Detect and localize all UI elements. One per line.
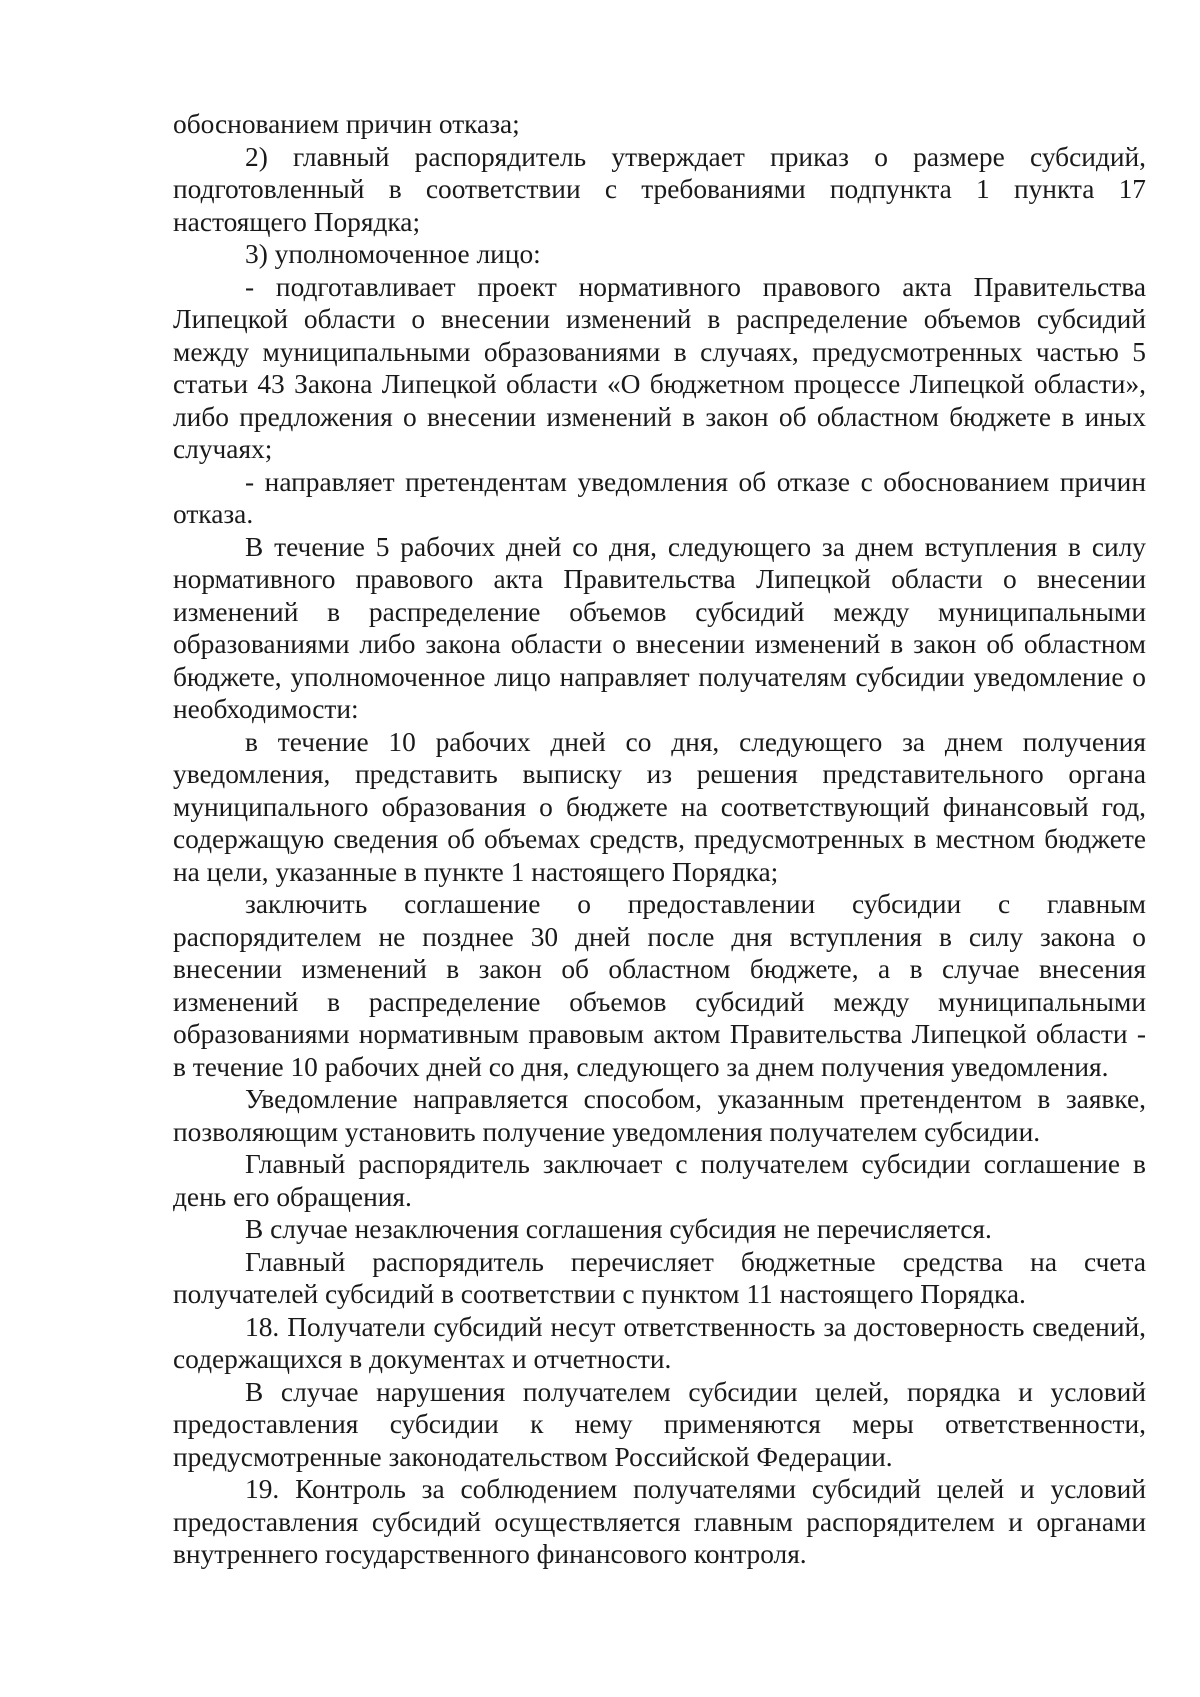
paragraph-15: 19. Контроль за соблюдением получателями субсидий целей и условий предоставления субсидий осуществляется главным распорядителем и органами внутреннего государственного финансового контроля. <box>173 1474 1146 1569</box>
paragraph-9: Уведомление направляется способом, указанным претендентом в заявке, позволяющим установить получение уведомления получателем субсидии. <box>173 1084 1146 1147</box>
paragraph-14: В случае нарушения получателем субсидии целей, порядка и условий предоставления субсидии к нему применяются меры ответственности, предусмотренные законодательством Российской Федерации. <box>173 1376 1146 1472</box>
paragraph-10: Главный распорядитель заключает с получателем субсидии соглашение в день его обращения. <box>173 1149 1146 1212</box>
paragraph-11: В случае незаключения соглашения субсидия не перечисляется. <box>245 1214 992 1244</box>
paragraph-12: Главный распорядитель перечисляет бюджетные средства на счета получателей субсидий в соответствии с пунктом 11 настоящего Порядка. <box>173 1246 1146 1309</box>
document-page <box>173 108 1146 1571</box>
paragraph-4: - подготавливает проект нормативного правового акта Правительства Липецкой области о внесении изменений в распределение объемов субсидий между муниципальными образованиями в случаях, предусмотренных частью 5 статьи 43 Закона Липецкой области «О бюджетном процессе Липецкой области», либо предложения о внесении изменений в закон об областном бюджете в иных случаях; <box>173 271 1146 464</box>
paragraph-3: 3) уполномоченное лицо: <box>245 239 541 269</box>
paragraph-8: заключить соглашение о предоставлении субсидии с главным распорядителем не позднее 30 дней после дня вступления в силу закона о внесении изменений в закон об областном бюджете, а в случае внесения изменений в распределение объемов субсидий между муниципальными образованиями нормативным правовым актом Правительства Липецкой области - в течение 10 рабочих дней со дня, следующего за днем получения уведомления. <box>173 889 1146 1082</box>
paragraph-5: - направляет претендентам уведомления об отказе с обоснованием причин отказа. <box>173 466 1146 529</box>
paragraph-1: обоснованием причин отказа; <box>173 109 520 139</box>
paragraph-7: в течение 10 рабочих дней со дня, следующего за днем получения уведомления, представить выписку из решения представительного органа муниципального образования о бюджете на соответствующий финансовый год, содержащую сведения об объемах средств, предусмотренных в местном бюджете на цели, указанные в пункте 1 настоящего Порядка; <box>173 726 1146 887</box>
paragraph-2: 2) главный распорядитель утверждает приказ о размере субсидий, подготовленный в соответствии с требованиями подпункта 1 пункта 17 настоящего Порядка; <box>173 141 1146 237</box>
paragraph-6: В течение 5 рабочих дней со дня, следующего за днем вступления в силу нормативного правового акта Правительства Липецкой области о внесении изменений в распределение объемов субсидий между муниципальными образованиями либо закона области о внесении изменений в закон об областном бюджете, уполномоченное лицо направляет получателям субсидии уведомление о необходимости: <box>173 531 1146 724</box>
paragraph-13: 18. Получатели субсидий несут ответственность за достоверность сведений, содержащихся в документах и отчетности. <box>173 1311 1146 1374</box>
